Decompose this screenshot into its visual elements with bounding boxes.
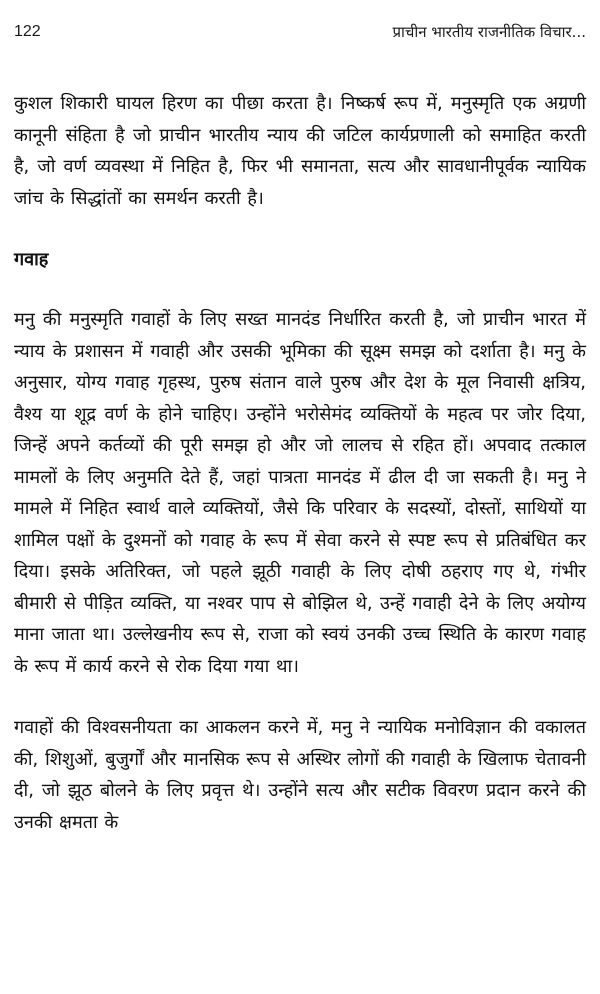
page-number: 122	[14, 23, 41, 40]
paragraph-witness-credibility: गवाहों की विश्वसनीयता का आकलन करने में, मनु ने न्यायिक मनोविज्ञान की वकालत की, शिशुओं, बुजुर्गों और मानसिक रूप से अस्थिर लोगों की गवाही के खिलाफ चेतावनी दी, जो झूठ बोलने के लिए प्रवृत्त थे। उन्होंने सत्य और सटीक विवरण प्रदान करने की उनकी क्षमता के	[14, 717, 586, 833]
paragraph-witness-criteria: मनु की मनुस्मृति गवाहों के लिए सख्त मानदंड निर्धारित करती है, जो प्राचीन भारत में न्याय के प्रशासन में गवाही और उसकी भूमिका की सूक्ष्म समझ को दर्शाता है। मनु के अनुसार, योग्य गवाह गृहस्थ, पुरुष संतान वाले पुरुष और देश के मूल निवासी क्षत्रिय, वैश्य या शूद्र वर्ण के होने चाहिए। उन्होंने भरोसेमंद व्यक्तियों के महत्व पर जोर दिया, जिन्हें अपने कर्तव्यों की पूरी समझ हो और जो लालच से रहित हों। अपवाद तत्काल मामलों के लिए अनुमति देते हैं, जहां पात्रता मानदंड में ढील दी जा सकती है। मनु ने मामले में निहित स्वार्थ वाले व्यक्तियों, जैसे कि परिवार के सदस्यों, दोस्तों, साथियों या शामिल पक्षों के दुश्मनों को गवाह के रूप में सेवा करने से स्पष्ट रूप से प्रतिबंधित कर दिया। इसके अतिरिक्त, जो पहले झूठी गवाही के लिए दोषी ठहराए गए थे, गंभीर बीमारी से पीड़ित व्यक्ति, या नश्वर पाप से बोझिल थे, उन्हें गवाही देने के लिए अयोग्य माना जाता था। उल्लेखनीय रूप से, राजा को स्वयं उनकी उच्च स्थिति के कारण गवाह के रूप में कार्य करने से रोक दिया गया था।	[14, 309, 586, 677]
page-header	[14, 22, 586, 48]
running-title: प्राचीन भारतीय राजनीतिक विचार...	[392, 23, 586, 41]
paragraph-intro: कुशल शिकारी घायल हिरण का पीछा करता है। निष्कर्ष रूप में, मनुस्मृति एक अग्रणी कानूनी संहिता है जो प्राचीन भारतीय न्याय की जटिल कार्यप्रणाली को समाहित करती है, जो वर्ण व्यवस्था में निहित है, फिर भी समानता, सत्य और सावधानीपूर्वक न्यायिक जांच के सिद्धांतों का समर्थन करती है।	[14, 93, 586, 209]
page-body	[14, 88, 586, 838]
section-heading: गवाह	[14, 249, 49, 270]
